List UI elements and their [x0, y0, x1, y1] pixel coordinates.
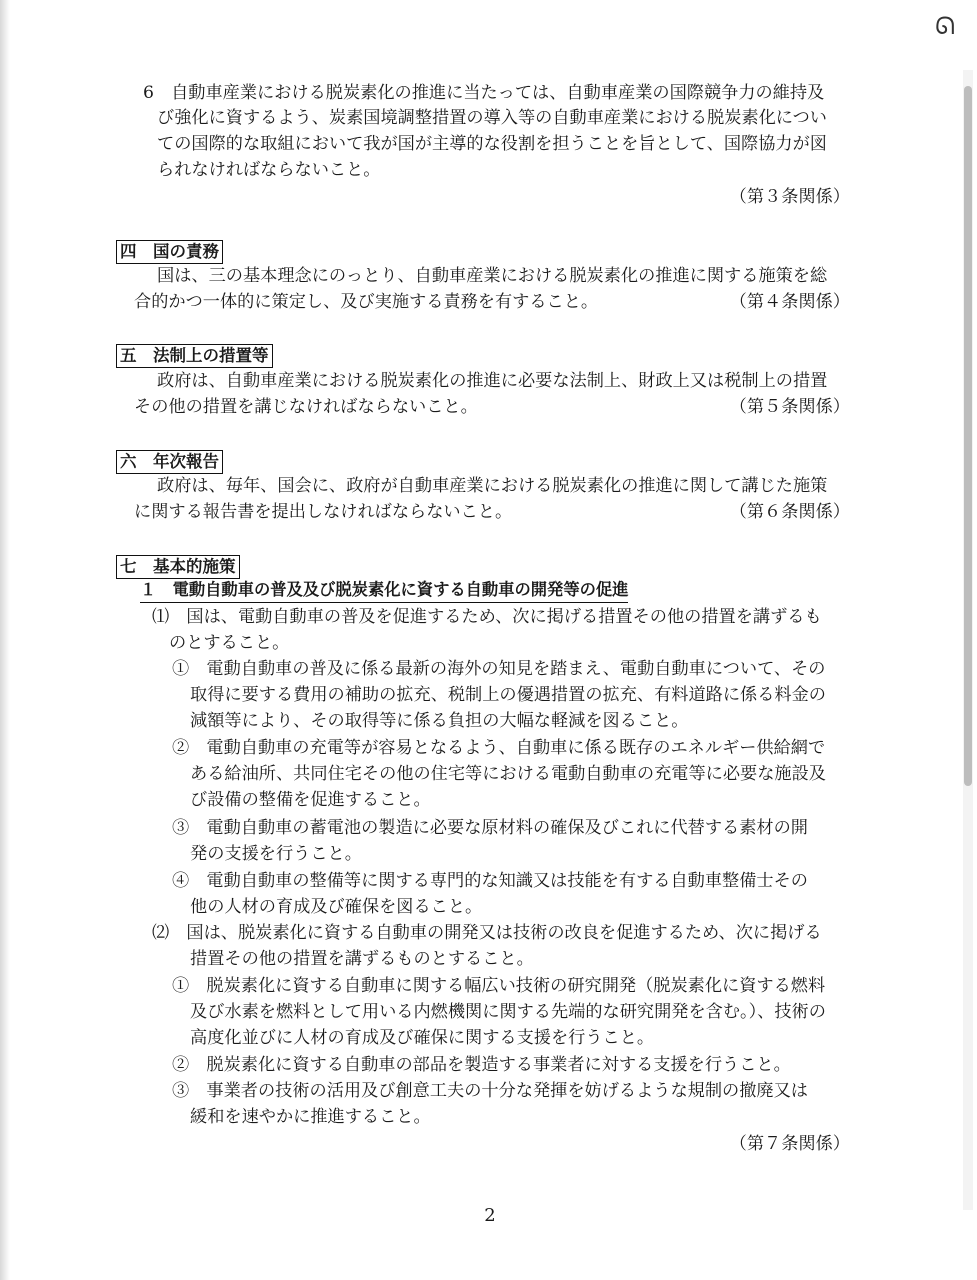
paragraph-line: のとすること。	[169, 633, 290, 653]
page-left-border	[0, 0, 10, 1280]
subsection-heading: １ 電動自動車の普及及び脱炭素化に資する自動車の開発等の促進	[140, 578, 628, 603]
section5-line: その他の措置を講じなければならないこと。	[134, 397, 478, 417]
page-number: 2	[484, 1205, 496, 1226]
section-heading: 四 国の責務	[116, 240, 223, 264]
list-item-line: 減額等により、その取得等に係る負担の大幅な軽減を図ること。	[190, 711, 689, 731]
article6-line: び強化に資するよう、炭素国境調整措置の導入等の自動車産業における脱炭素化につい	[157, 108, 827, 128]
list-item-line: 緩和を速やかに推進すること。	[190, 1107, 431, 1127]
list-item-line: ③ 事業者の技術の活用及び創意工夫の十分な発揮を妨げるような規制の撤廃又は	[172, 1081, 808, 1101]
paragraph-line: ⑵ 国は、脱炭素化に資する自動車の開発又は技術の改良を促進するため、次に掲げる	[152, 923, 822, 943]
article6-line: 6 自動車産業における脱炭素化の推進に当たっては、自動車産業の国際競争力の維持及	[143, 83, 825, 103]
list-item-line: 及び水素を燃料として用いる内燃機関に関する先端的な研究開発を含む。）、技術の	[190, 1002, 826, 1022]
section-heading: 五 法制上の措置等	[116, 344, 273, 368]
article6-line: られなければならないこと。	[157, 160, 381, 180]
paragraph-line: ⑴ 国は、電動自動車の普及を促進するため、次に掲げる措置その他の措置を講ずるも	[152, 607, 822, 627]
list-item-line: 高度化並びに人材の育成及び確保に関する支援を行うこと。	[190, 1028, 655, 1048]
list-item-line: ある給油所、共同住宅その他の住宅等における電動自動車の充電等に必要な施設及	[190, 764, 826, 784]
corner-mark: ᘏ	[935, 12, 955, 40]
section6-line: 政府は、毎年、国会に、政府が自動車産業における脱炭素化の推進に関して講じた施策	[157, 476, 828, 496]
article6-line: ての国際的な取組において我が国が主導的な役割を担うことを旨として、国際協力が図	[157, 134, 827, 154]
list-item-line: ③ 電動自動車の蓄電池の製造に必要な原材料の確保及びこれに代替する素材の開	[172, 818, 808, 838]
article-reference: （第３条関係）	[729, 187, 850, 207]
list-item-line: 発の支援を行うこと。	[190, 844, 362, 864]
section6-line: に関する報告書を提出しなければならないこと。	[134, 502, 513, 522]
section5-line: 政府は、自動車産業における脱炭素化の推進に必要な法制上、財政上又は税制上の措置	[157, 371, 828, 391]
list-item-line: ② 電動自動車の充電等が容易となるよう、自動車に係る既存のエネルギー供給網で	[172, 738, 826, 758]
list-item-line: ① 電動自動車の普及に係る最新の海外の知見を踏まえ、電動自動車について、その	[172, 659, 826, 679]
list-item-line: び設備の整備を促進すること。	[190, 790, 431, 810]
article-reference: （第４条関係）	[729, 292, 850, 312]
article-reference: （第７条関係）	[729, 1134, 850, 1154]
article-reference: （第６条関係）	[729, 502, 850, 522]
section-heading: 六 年次報告	[116, 450, 223, 474]
list-item-line: 他の人材の育成及び確保を図ること。	[190, 897, 483, 917]
article-reference: （第５条関係）	[729, 397, 850, 417]
list-item-line: ② 脱炭素化に資する自動車の部品を製造する事業者に対する支援を行うこと。	[172, 1055, 791, 1075]
scrollbar-thumb[interactable]	[964, 86, 972, 786]
list-item-line: 取得に要する費用の補助の拡充、税制上の優遇措置の拡充、有料道路に係る料金の	[190, 685, 826, 705]
list-item-line: ① 脱炭素化に資する自動車に関する幅広い技術の研究開発（脱炭素化に資する燃料	[172, 976, 826, 996]
section-heading: 七 基本的施策	[116, 555, 240, 579]
paragraph-line: 措置その他の措置を講ずるものとすること。	[190, 949, 534, 969]
list-item-line: ④ 電動自動車の整備等に関する専門的な知識又は技能を有する自動車整備士その	[172, 871, 808, 891]
section4-line: 合的かつ一体的に策定し、及び実施する責務を有すること。	[134, 292, 599, 312]
section4-line: 国は、三の基本理念にのっとり、自動車産業における脱炭素化の推進に関する施策を総	[157, 266, 828, 286]
